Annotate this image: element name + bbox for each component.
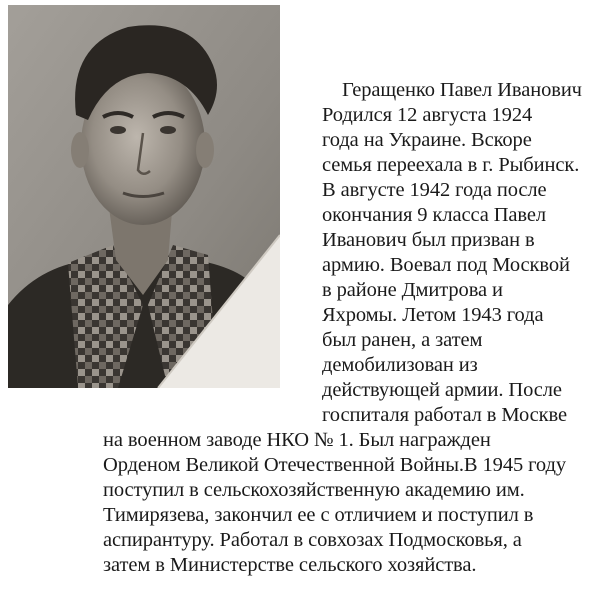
bio-line: окончания 9 класса Павел — [322, 204, 547, 226]
bio-line: был ранен, а затем — [322, 329, 483, 351]
bio-line: в районе Дмитрова и — [322, 279, 503, 301]
bio-line: Иванович был призван в — [322, 229, 535, 251]
bio-line: Геращенко Павел Иванович — [342, 79, 582, 101]
bio-line: семья переехала в г. Рыбинск. — [322, 154, 580, 176]
bio-line: Тимирязева, закончил ее с отличием и поступил в — [103, 504, 534, 526]
bio-line: года на Украине. Вскоре — [322, 129, 532, 151]
bio-line: демобилизован из — [322, 354, 478, 376]
bio-line: затем в Министерстве сельского хозяйства. — [103, 554, 477, 576]
bio-line: на военном заводе НКО № 1. Был награжден — [103, 429, 491, 451]
bio-line: поступил в сельскохозяйственную академию им. — [103, 479, 525, 501]
bio-line: Орденом Великой Отечественной Войны.В 1945 году — [103, 454, 566, 476]
bio-line: госпиталя работал в Москве — [322, 404, 567, 426]
bio-line: армию. Воевал под Москвой — [322, 254, 570, 276]
bio-line: Яхромы. Летом 1943 года — [322, 304, 544, 326]
bio-line: аспирантуру. Работал в совхозах Подмосковья, а — [103, 529, 522, 551]
bio-line: В августе 1942 года после — [322, 179, 547, 201]
bio-line: действующей армии. После — [322, 379, 562, 401]
bio-line: Родился 12 августа 1924 — [322, 104, 533, 126]
